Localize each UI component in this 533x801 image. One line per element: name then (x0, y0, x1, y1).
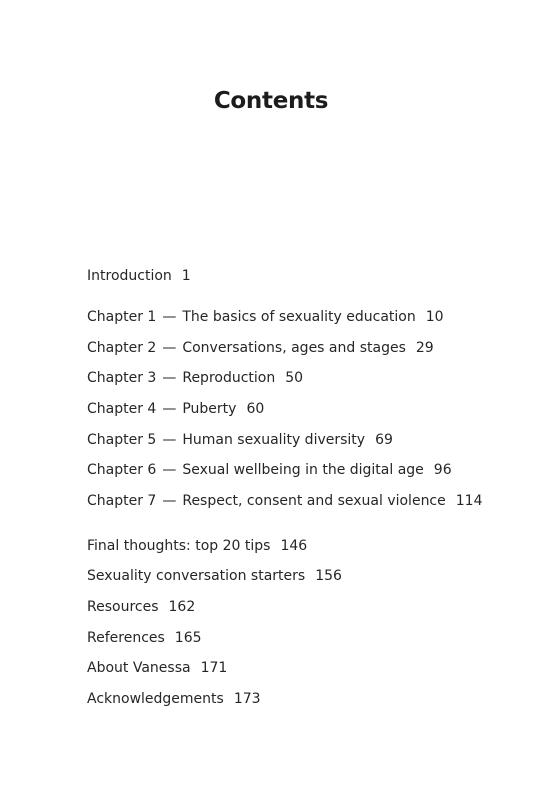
toc-dash: — (162, 432, 177, 448)
toc-entry-label: Final thoughts: top 20 tips (87, 538, 271, 554)
toc-entry-conversation-starters[interactable] (87, 567, 342, 585)
toc-entry-resources[interactable] (87, 598, 195, 616)
toc-entry-about-vanessa[interactable] (87, 659, 227, 677)
toc-dash: — (162, 493, 177, 509)
toc-entry-label: About Vanessa (87, 660, 191, 676)
toc-page-number: 171 (200, 660, 228, 676)
toc-page-number: 165 (174, 630, 202, 646)
toc-page-number: 50 (285, 370, 304, 386)
toc-page-number: 156 (315, 568, 342, 584)
toc-chapter-number: Chapter 5 (87, 432, 157, 448)
toc-page-number: 69 (375, 432, 393, 448)
toc-dash: — (162, 401, 177, 417)
toc-dash: — (162, 309, 177, 325)
toc-entry-chapter-6[interactable] (87, 461, 452, 479)
toc-entry-chapter-3[interactable] (87, 369, 303, 387)
toc-chapter-number: Chapter 2 (87, 340, 157, 356)
toc-entry-label: References (87, 630, 165, 646)
toc-entry-references[interactable] (87, 629, 202, 647)
toc-page-number: 146 (280, 538, 308, 554)
toc-chapter-number: Chapter 3 (87, 370, 157, 386)
toc-page-number: 60 (246, 401, 265, 417)
toc-entry-label: Sexuality conversation starters (87, 568, 306, 584)
toc-entry-label: Resources (87, 599, 159, 615)
toc-page-number: 173 (233, 691, 261, 707)
toc-entry-chapter-4[interactable] (87, 400, 264, 418)
toc-chapter-number: Chapter 4 (87, 401, 157, 417)
toc-entry-final-thoughts[interactable] (87, 537, 307, 555)
toc-entry-label: Reproduction (182, 370, 276, 386)
toc-entry-label: Conversations, ages and stages (182, 340, 406, 356)
page-title: Contents (213, 88, 329, 114)
toc-entry-label: Acknowledgements (87, 691, 224, 707)
toc-entry-label: Puberty (182, 401, 237, 417)
toc-entry-introduction[interactable] (87, 267, 191, 285)
toc-chapter-number: Chapter 1 (87, 309, 157, 325)
toc-dash: — (162, 462, 177, 478)
toc-entry-chapter-7[interactable] (87, 492, 482, 510)
toc-entry-chapter-1[interactable] (87, 308, 444, 326)
toc-entry-chapter-5[interactable] (87, 431, 393, 449)
toc-page-number: 162 (168, 599, 196, 615)
toc-page-number: 29 (415, 340, 434, 356)
toc-entry-label: Human sexuality diversity (182, 432, 366, 448)
toc-page-number: 114 (455, 493, 483, 509)
toc-entry-label: Respect, consent and sexual violence (182, 493, 446, 509)
toc-page-number: 96 (433, 462, 452, 478)
toc-dash: — (162, 340, 177, 356)
toc-entry-chapter-2[interactable] (87, 339, 434, 357)
toc-chapter-number: Chapter 6 (87, 462, 157, 478)
toc-entry-label: Sexual wellbeing in the digital age (182, 462, 424, 478)
toc-dash: — (162, 370, 177, 386)
toc-page-number: 10 (425, 309, 444, 325)
toc-entry-acknowledgements[interactable] (87, 690, 261, 708)
toc-chapter-number: Chapter 7 (87, 493, 157, 509)
toc-page-number: 1 (181, 268, 191, 284)
toc-entry-label: The basics of sexuality education (182, 309, 416, 325)
toc-entry-label: Introduction (87, 268, 172, 284)
